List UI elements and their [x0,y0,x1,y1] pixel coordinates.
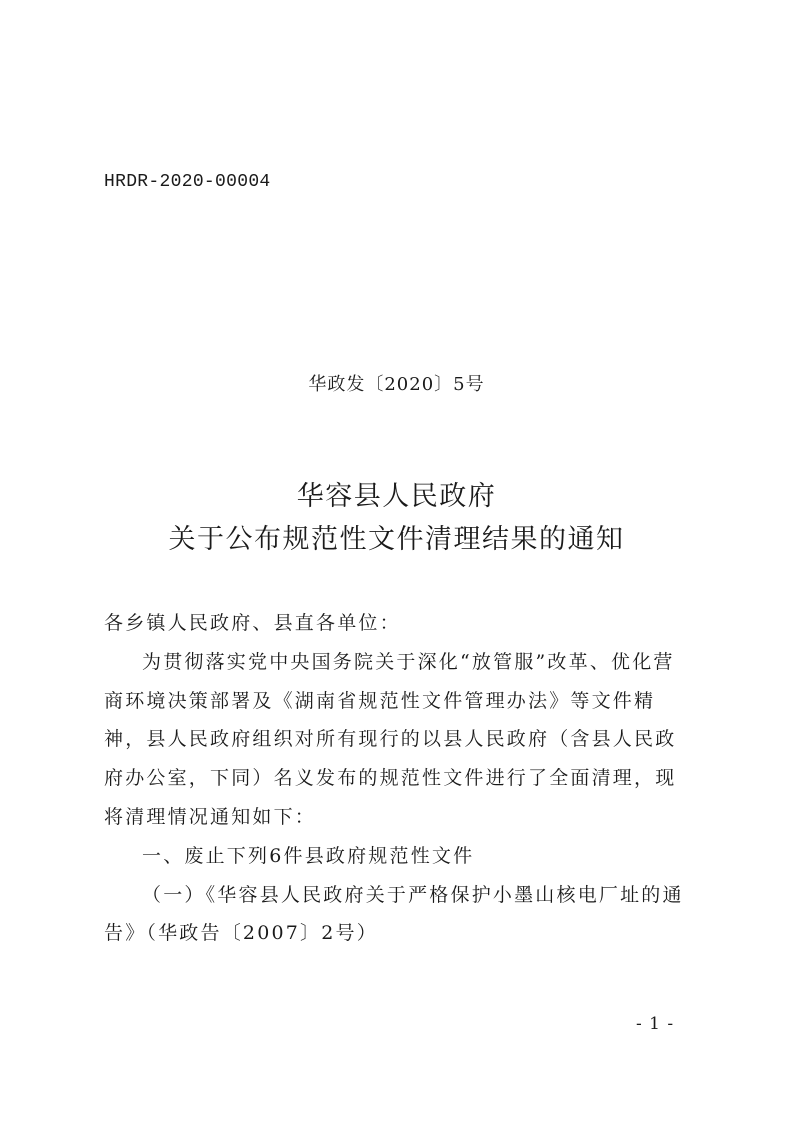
document-body [104,604,692,953]
document-title-line1: 华容县人民政府 [296,481,497,512]
document-number: 华政发〔2020〕5号 [308,374,485,395]
document-code: HRDR-2020-00004 [104,172,271,192]
document-title-line2: 关于公布规范性文件清理结果的通知 [168,524,625,555]
addressee: 各乡镇人民政府、县直各单位： [104,612,401,634]
page-number: - 1 - [636,1014,675,1034]
section-heading: 一、废止下列6件县政府规范性文件 [142,844,475,867]
list-item: （一）《华容县人民政府关于严格保护小墨山核电厂址的通告》（华政告〔2007〕2号） [104,883,684,945]
paragraph-intro: 为贯彻落实党中央国务院关于深化“放管服”改革、优化营商环境决策部署及《湖南省规范性文件管理办法》等文件精神，县人民政府组织对所有现行的以县人民政府（含县人民政府办公室，下同）名义发布的规范性文件进行了全面清理，现将清理情况通知如下： [104,650,677,828]
